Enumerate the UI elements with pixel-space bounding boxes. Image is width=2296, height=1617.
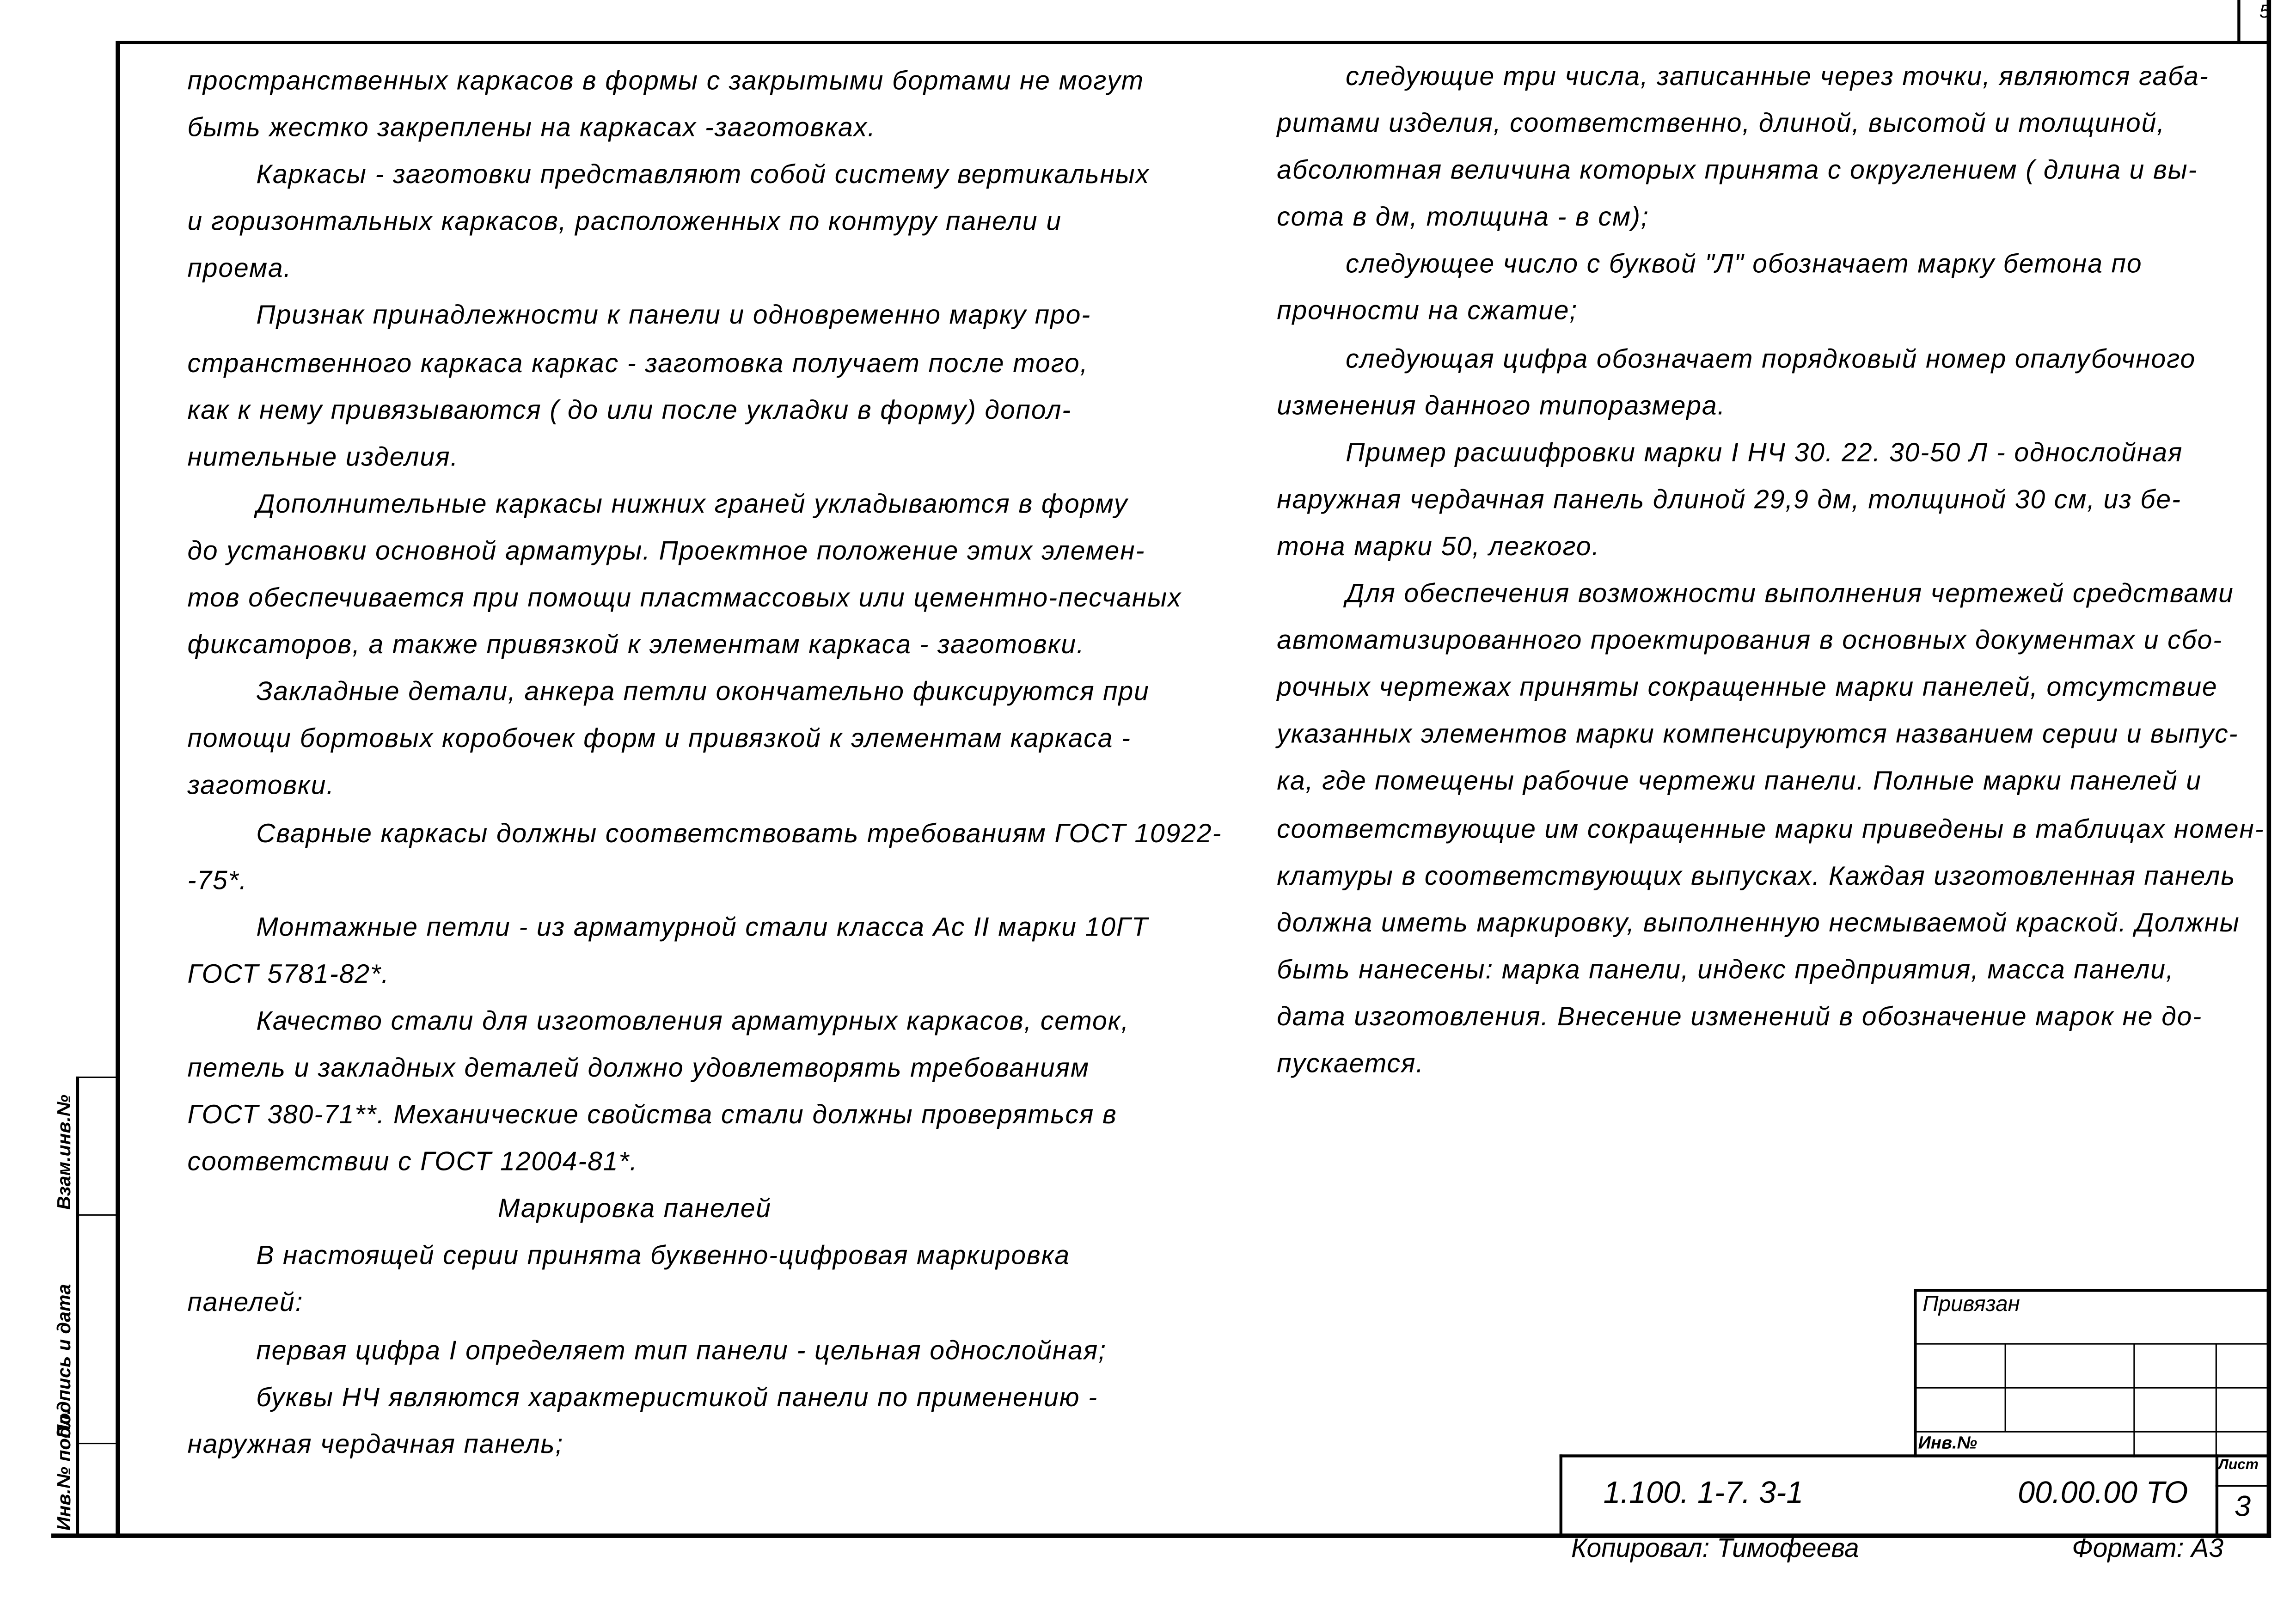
text-line: Сварные каркасы должны соответствовать требованиям ГОСТ 10922- [256, 818, 1222, 847]
stamp-signature-date: Подпись и дата [53, 1284, 75, 1439]
text-line: нительные изделия. [187, 442, 459, 472]
frame-border-left [116, 41, 120, 1538]
text-line: пространственных каркасов в формы с закрытыми бортами не могут [187, 66, 1145, 95]
text-line: проема. [187, 254, 292, 283]
left-text-column [187, 57, 1222, 1468]
text-line: тов обеспечивается при помощи пластмассовых или цементно-песчаных [187, 583, 1182, 612]
text-line: Монтажные петли - из арматурной стали класса Ас II марки 10ГТ [256, 912, 1149, 942]
copied-by: Копировал: Тимофеева [1571, 1533, 1859, 1563]
document-code: 1.100. 1-7. 3-1 [1603, 1476, 1804, 1510]
text-line: соответствующие им сокращенные марки приведены в таблицах номен- [1277, 814, 2265, 843]
text-line: и горизонтальных каркасов, расположенных по контуру панели и [187, 207, 1062, 237]
text-line: Пример расшифровки марки I НЧ 30. 22. 30-50 Л - однослойная [1346, 437, 2183, 467]
frame-border-top [117, 41, 2270, 44]
text-line: соответствии с ГОСТ 12004-81*. [187, 1147, 638, 1176]
text-line: дата изготовления. Внесение изменений в обозначение марок не до- [1277, 1001, 2203, 1031]
text-line: В настоящей серии принята буквенно-цифровая маркировка [256, 1241, 1071, 1271]
page-number: 5 [2259, 0, 2270, 22]
text-line: наружная чердачная панель длиной 29,9 дм, толщиной 30 см, из бе- [1277, 484, 2181, 514]
text-line: следующая цифра обозначает порядковый номер опалубочного [1346, 343, 2196, 373]
sheet-label: Лист [2218, 1457, 2259, 1474]
frame-border-bottom [51, 1533, 2271, 1538]
text-line: рочных чертежах приняты сокращенные марки панелей, отсутствие [1277, 673, 2218, 702]
text-line: -75*. [187, 865, 248, 894]
text-line: следующее число с буквой "Л" обозначает марку бетона по [1346, 249, 2143, 279]
text-line: должна иметь маркировку, выполненную несмываемой краской. Должны [1277, 907, 2240, 937]
stamp-divider [76, 1077, 117, 1078]
text-line: ка, где помещены рабочие чертежи панели. Полные марки панелей и [1277, 766, 2202, 796]
text-line: пускается. [1277, 1048, 1425, 1078]
section-heading: Маркировка панелей [498, 1194, 771, 1224]
text-line: до установки основной арматуры. Проектное положение этих элемен- [187, 536, 1145, 565]
text-line: панелей: [187, 1288, 304, 1317]
stamp-divider [76, 1214, 117, 1216]
text-line: первая цифра I определяет тип панели - цельная однослойная; [256, 1335, 1107, 1365]
privyazan-label: Привязан [1923, 1292, 2020, 1317]
stamp-divider [76, 1443, 117, 1444]
text-line: ГОСТ 5781-82*. [187, 959, 390, 989]
text-line: буквы НЧ являются характеристикой панели по применению - [256, 1382, 1098, 1412]
text-line: прочности на сжатие; [1277, 296, 1578, 326]
text-line: как к нему привязываются ( до или после укладки в форму) допол- [187, 395, 1072, 424]
text-line: изменения данного типоразмера. [1277, 390, 1726, 420]
corner-divider [2237, 0, 2240, 44]
text-line: автоматизированного проектирования в основных документах и сбо- [1277, 625, 2223, 655]
text-line: фиксаторов, а также привязкой к элементам каркаса - заготовки. [187, 630, 1085, 660]
text-line: сота в дм, толщина - в см); [1277, 202, 1649, 232]
text-line: помощи бортовых коробочек форм и привязкой к элементам каркаса - [187, 724, 1131, 753]
text-line: наружная чердачная панель; [187, 1429, 564, 1458]
stamp-divider [76, 1077, 79, 1537]
paper-format: Формат: А3 [2072, 1533, 2224, 1563]
text-line: абсолютная величина которых принята с округлением ( длина и вы- [1277, 155, 2198, 185]
text-line: ритами изделия, соответственно, длиной, высотой и толщиной, [1277, 108, 2165, 138]
text-line: клатуры в соответствующих выпусках. Каждая изготовленная панель [1277, 860, 2236, 890]
text-line: петель и закладных деталей должно удовлетворять требованиям [187, 1053, 1090, 1083]
text-line: ГОСТ 380-71**. Механические свойства стали должны проверяться в [187, 1100, 1117, 1130]
stamp-inv-podl: Инв.№ подл. [53, 1409, 75, 1531]
text-line: заготовки. [187, 771, 335, 801]
inv-no-label: Инв.№ [1918, 1432, 1978, 1453]
text-line: быть нанесены: марка панели, индекс предприятия, масса панели, [1277, 955, 2174, 984]
text-line: быть жестко закреплены на каркасах -заготовках. [187, 113, 876, 142]
stamp-vzam-inv: Взам.инв.№ [53, 1095, 75, 1210]
text-line: Качество стали для изготовления арматурных каркасов, сеток, [256, 1006, 1130, 1035]
text-line: указанных элементов марки компенсируются названием серии и выпус- [1277, 719, 2239, 749]
text-line: Признак принадлежности к панели и одновременно марку про- [256, 301, 1091, 331]
text-line: тона марки 50, легкого. [1277, 531, 1600, 561]
frame-border-right [2267, 0, 2272, 1538]
text-line: Закладные детали, анкера петли окончательно фиксируются при [256, 677, 1150, 706]
text-line: странственного каркаса каркас - заготовка получает после того, [187, 348, 1089, 378]
text-line: Дополнительные каркасы нижних граней укладываются в форму [256, 489, 1128, 519]
text-line: Для обеспечения возможности выполнения чертежей средствами [1346, 578, 2234, 608]
document-designation: 00.00.00 ТО [2018, 1476, 2188, 1510]
sheet-number: 3 [2234, 1491, 2251, 1524]
text-line: Каркасы - заготовки представляют собой систему вертикальных [256, 159, 1150, 190]
text-line: следующие три числа, записанные через точки, являются габа- [1346, 61, 2209, 91]
right-text-column [1277, 53, 2264, 1087]
